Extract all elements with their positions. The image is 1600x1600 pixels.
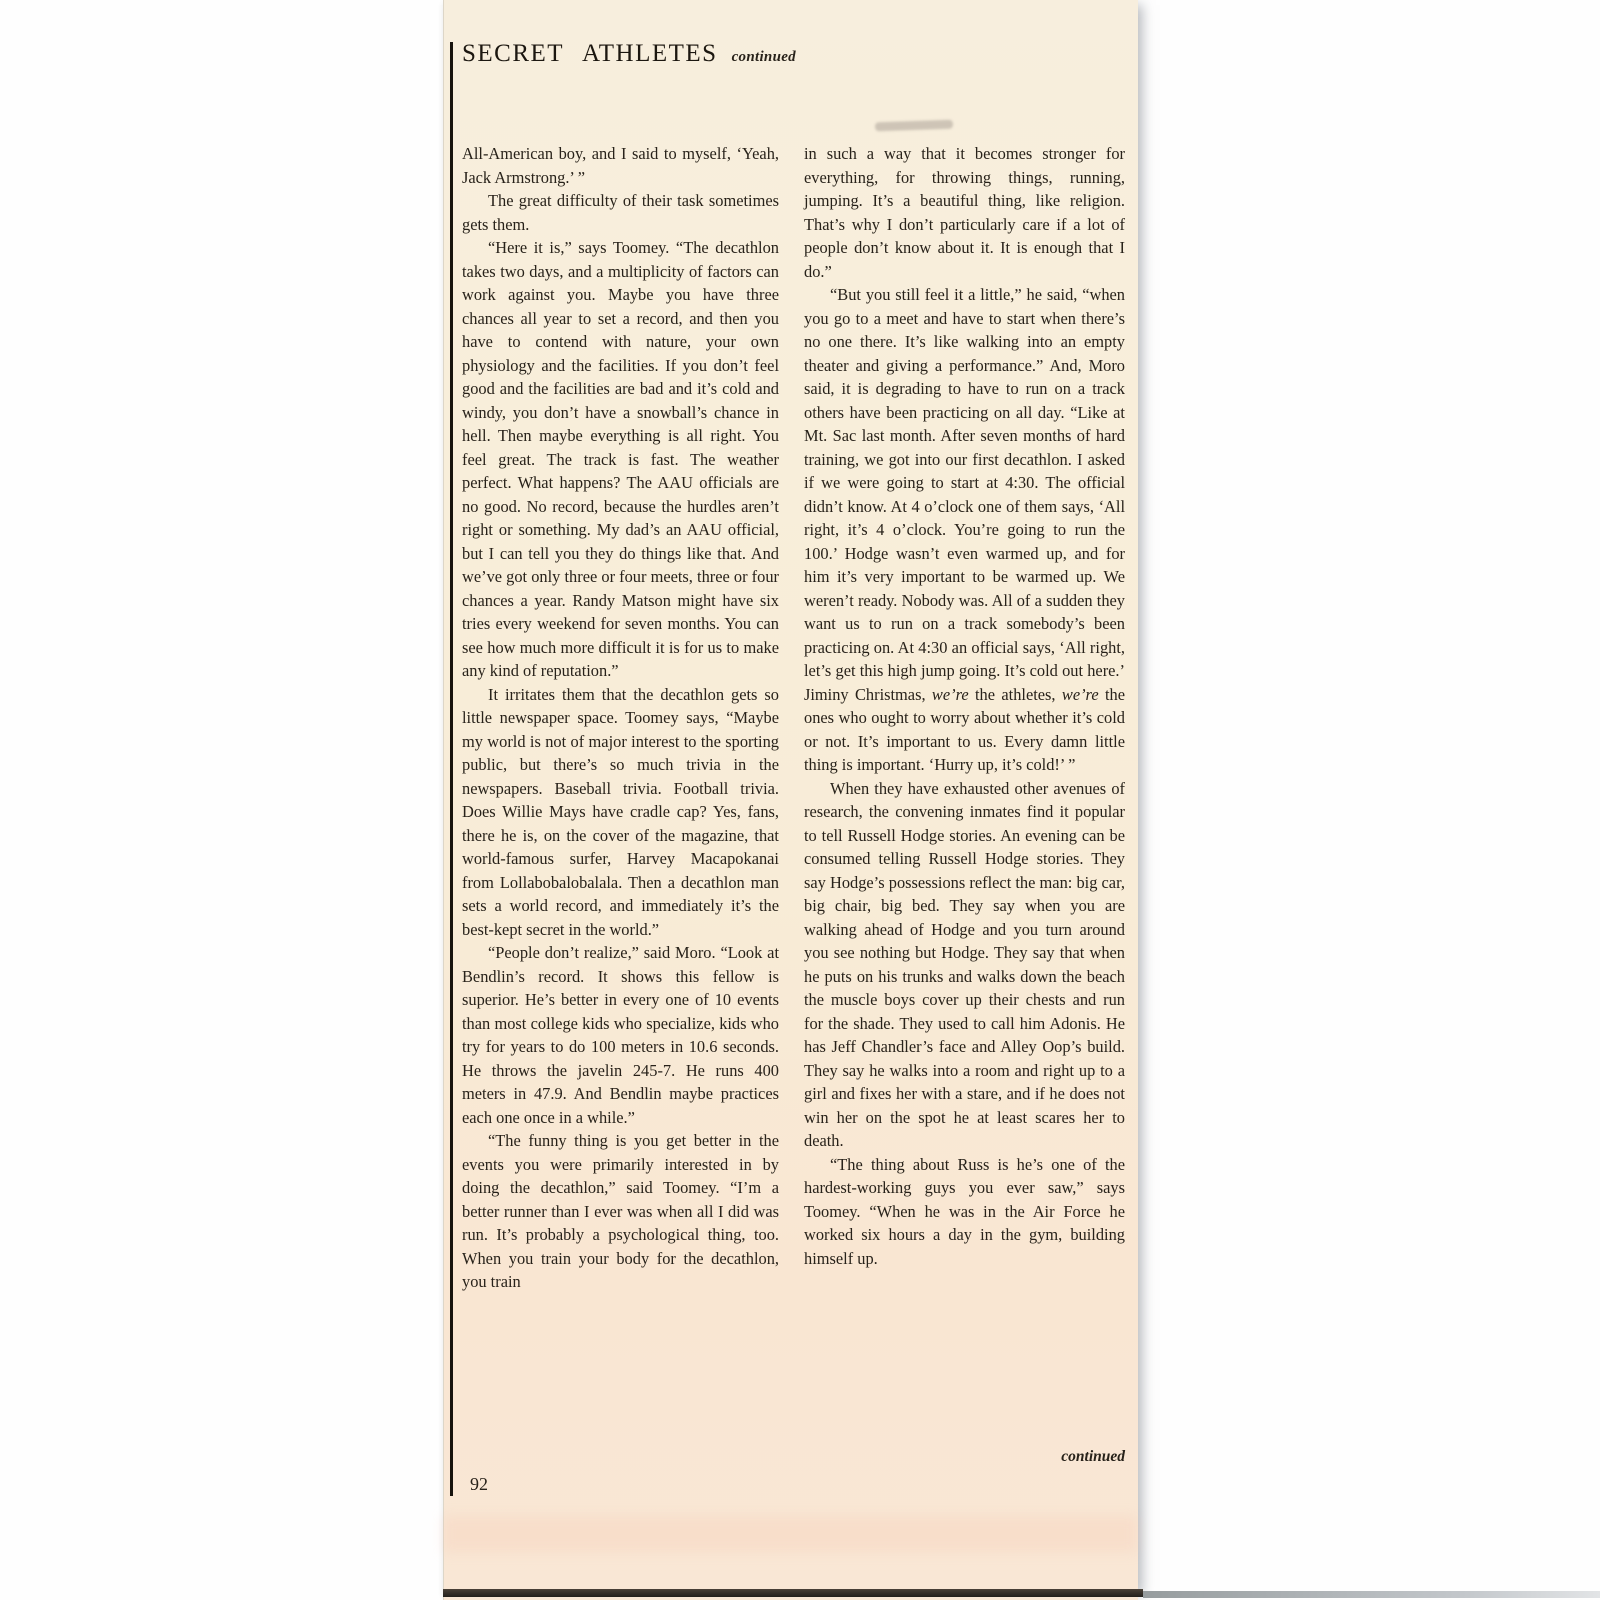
next-page-edge bbox=[443, 1589, 1143, 1597]
footer-continued-label: continued bbox=[1061, 1448, 1125, 1465]
paragraph: in such a way that it becomes stronger for everything, for throwing things, running, jumping. It’s a beautiful thing, like religion. That’s why I don’t particularly care if a lot of people don’t know about it. It is enough that I do.” bbox=[804, 144, 1125, 281]
paragraph: “People don’t realize,” said Moro. “Look at Bendlin’s record. It shows this fellow is superior. He’s better in every one of 10 events than most college kids who specialize, kids who try for years to do 100 meters in 10.6 seconds. He throws the javelin 245-7. He runs 400 meters in 47.9. And Bendlin maybe practices each one once in a while.” bbox=[462, 943, 779, 1127]
right-column bbox=[804, 142, 1125, 1270]
article-title: SECRET ATHLETES bbox=[462, 40, 718, 67]
page-number: 92 bbox=[470, 1474, 488, 1494]
paragraph: All-American boy, and I said to myself, ‘Yeah, Jack Armstrong.’ ” bbox=[462, 144, 779, 187]
article-header bbox=[462, 40, 796, 68]
header-continued-label: continued bbox=[731, 49, 796, 65]
column-rule bbox=[450, 42, 453, 1496]
paragraph: “Here it is,” says Toomey. “The decathlon takes two days, and a multiplicity of factors can work against you. Maybe you have three chances all year to set a record, and then you have to contend with nature, your own physiology and the facilities. If you don’t feel good and the facilities are bad and it’s cold and windy, you don’t have a snowball’s chance in hell. Then maybe everything is all right. You feel great. The track is fast. The weather perfect. What happens? The AAU officials are no good. No record, because the hurdles aren’t right or something. My dad’s an AAU official, but I can tell you they do things like that. And we’ve got only three or four meets, three or four chances a year. Randy Matson might have six tries every weekend for seven months. You can see how much more difficult it is for us to make any kind of reputation.” bbox=[462, 238, 779, 680]
next-page-edge-shadow bbox=[1143, 1591, 1600, 1598]
paragraph: “The funny thing is you get better in the events you were primarily interested in by doing the decathlon,” said Toomey. “I’m a better runner than I ever was when all I did was run. It’s probably a psychological thing, too. When you train your body for the decathlon, you train bbox=[462, 1131, 779, 1291]
paragraph: “But you still feel it a little,” he said, “when you go to a meet and have to start when there’s no one there. It’s like walking into an empty theater and giving a performance.” And, Moro said, it is degrading to have to run on a track others have been practicing on all day. “Like at Mt. Sac last month. After seven months of hard training, we got into our first decathlon. I asked if we were going to start at 4:30. The official didn’t know. At 4 o’clock one of them says, ‘All right, it’s 4 o’clock. You’re going to run the 100.’ Hodge wasn’t even warmed up, and for him it’s very important to be warmed up. We weren’t ready. Nobody was. All of a sudden they want us to run on a track somebody’s been practicing on. At 4:30 an official says, ‘All right, let’s get this high jump going. It’s cold out here.’ Jiminy Christmas, we’re the athletes, we’re the ones who ought to worry about whether it’s cold or not. It’s important to us. Every damn little thing is important. ‘Hurry up, it’s cold!’ ” bbox=[804, 285, 1125, 774]
scanner-band bbox=[443, 1516, 1137, 1552]
paragraph: The great difficulty of their task sometimes gets them. bbox=[462, 191, 779, 234]
paragraph: It irritates them that the decathlon gets so little newspaper space. Toomey says, “Maybe my world is not of major interest to the sporting public, but there’s so much trivia in the newspapers. Baseball trivia. Football trivia. Does Willie Mays have cradle cap? Yes, fans, there he is, on the cover of the magazine, that world-famous surfer, Harvey Macapokanai from Lollabobalobalala. Then a decathlon man sets a world record, and immediately it’s the best-kept secret in the world.” bbox=[462, 684, 779, 939]
left-column bbox=[462, 142, 779, 1294]
paragraph: When they have exhausted other avenues of research, the convening inmates find it popular to tell Russell Hodge stories. An evening can be consumed telling Russell Hodge stories. They say Hodge’s possessions reflect the man: big car, big chair, big bed. They say when you are walking ahead of Hodge and you turn around you see nothing but Hodge. They say that when he puts on his trunks and walks down the beach the muscle boys cover up their chests and run for the shade. They used to call him Adonis. He has Jeff Chandler’s face and Alley Oop’s build. They say he walks into a room and right up to a girl and fixes her with a stare, and if he does not win her on the spot he at least scares her to death. bbox=[804, 778, 1125, 1150]
paragraph: “The thing about Russ is he’s one of the hardest-working guys you ever saw,” says Toomey. “When he was in the Air Force he worked six hours a day in the gym, building himself up. bbox=[804, 1154, 1125, 1268]
